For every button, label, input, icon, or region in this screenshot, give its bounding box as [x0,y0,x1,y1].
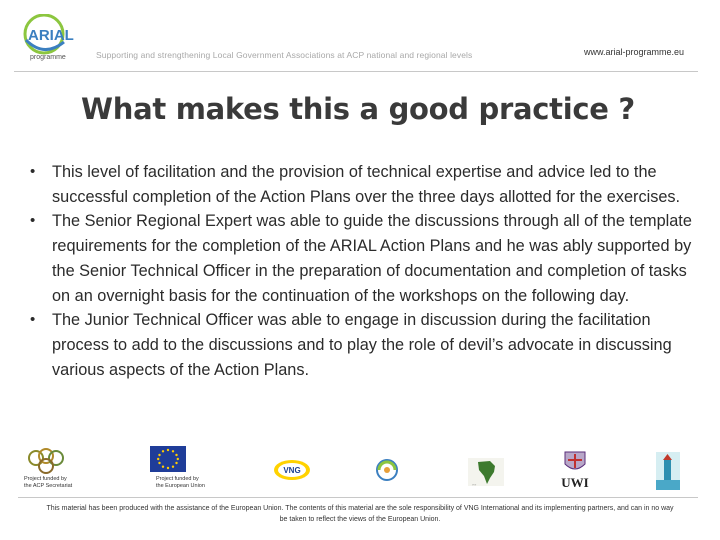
bullet-item [24,160,694,209]
eu-caption-1: Project funded by [156,476,199,482]
uwi-text: UWI [561,475,589,490]
africa-map-logo [468,456,504,488]
website-url[interactable]: www.arial-programme.eu [583,47,684,57]
lighthouse-logo [656,452,680,490]
acp-caption-2: the ACP Secretariat [24,482,73,489]
bullet-dot: • [30,311,36,329]
acp-logo [24,446,84,489]
circle-emblem-logo [374,458,400,488]
disclaimer-line-2: be taken to reflect the views of the European Union. [279,516,441,523]
disclaimer-line-1: This material has been produced with the assistance of the European Union. The contents of this material are the sole responsibility of VNG International and its implementing partners, and can in no way [46,505,674,512]
bullet-item [24,209,694,308]
bullet-list [24,160,694,382]
disclaimer [20,503,700,525]
footer-divider [18,497,698,498]
header-divider [14,71,698,72]
bullet-text: The Senior Regional Expert was able to guide the discussions through all of the template requirements for the completion of the ARIAL Action Plans and he was ably supported by the Senior Technical Officer in the preparation of documentation and completion of tasks on an overnight basis for the continuation of the workshops on the following day. [52,212,692,305]
acp-caption-1: Project funded by [24,476,67,482]
header-tagline: Supporting and strengthening Local Government Associations at ACP national and regional levels [96,50,473,60]
logo-subtext: programme [30,54,66,61]
eu-caption-2: the European Union [156,483,205,489]
bullet-item [24,308,694,382]
arial-logo [16,14,86,64]
uwi-logo [560,450,590,489]
vng-logo [272,458,312,484]
vng-text: VNG [283,466,301,475]
slide-header [0,0,720,78]
bullet-dot: • [30,163,36,180]
svg-text:◦◦◦: ◦◦◦ [472,482,477,487]
slide-title: What makes this a good practice ? [81,92,635,126]
sponsor-logos [20,446,700,496]
bullet-text: This level of facilitation and the provision of technical expertise and advice led to the successful completion of the Action Plans over the three days allotted for the exercises. [52,163,681,206]
bullet-dot: • [30,212,36,230]
bullet-text: The Junior Technical Officer was able to engage in discussion during the facilitation process to add to the discussions and to play the role of devil’s advocate in discussing various aspects of the Action Plans. [52,311,672,379]
logo-text: ARIAL [28,27,74,44]
eu-logo [150,446,205,489]
